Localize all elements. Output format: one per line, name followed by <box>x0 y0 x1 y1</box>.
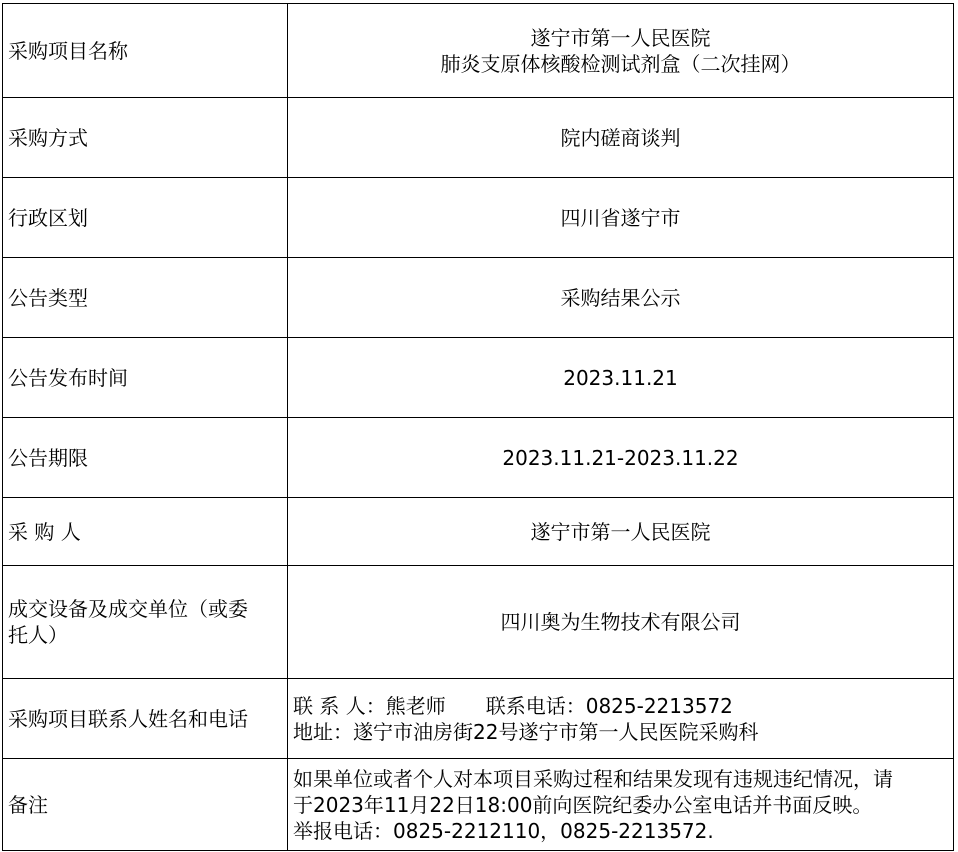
project-name-line1: 遂宁市第一人民医院 <box>530 25 711 50</box>
table-row-method <box>3 98 954 178</box>
contact-value <box>288 679 954 759</box>
winner-label <box>3 566 288 679</box>
contact-address: 地址：遂宁市油房街22号遂宁市第一人民医院采购科 <box>293 719 759 744</box>
project-name-line2: 肺炎支原体核酸检测试剂盒（二次挂网） <box>440 51 801 76</box>
remarks-label: 备注 <box>3 759 288 851</box>
winner-label-line2: 托人） <box>8 623 68 647</box>
remarks-line1: 如果单位或者个人对本项目采购过程和结果发现有违规违纪情况，请 <box>293 766 893 791</box>
table-row-remarks <box>3 759 954 851</box>
project-name-value <box>288 4 954 98</box>
notice-type-label: 公告类型 <box>3 258 288 338</box>
remarks-line2: 于2023年11月22日18:00前向医院纪委办公室电话并书面反映。 <box>293 792 873 817</box>
region-value: 四川省遂宁市 <box>288 178 954 258</box>
publish-time-value: 2023.11.21 <box>288 338 954 418</box>
contact-label: 采购项目联系人姓名和电话 <box>3 679 288 759</box>
period-value: 2023.11.21-2023.11.22 <box>288 418 954 498</box>
winner-value: 四川奥为生物技术有限公司 <box>288 566 954 679</box>
remarks-line3: 举报电话：0825-2212110，0825-2213572. <box>293 818 714 843</box>
purchaser-value: 遂宁市第一人民医院 <box>288 498 954 566</box>
remarks-value <box>288 759 954 851</box>
method-value: 院内磋商谈判 <box>288 98 954 178</box>
table-row-publish-time <box>3 338 954 418</box>
contact-line1 <box>293 693 947 719</box>
method-label: 采购方式 <box>3 98 288 178</box>
contact-phone: 联系电话：0825-2213572 <box>485 693 733 718</box>
table-row-notice-type <box>3 258 954 338</box>
table-row-winner <box>3 566 954 679</box>
period-label: 公告期限 <box>3 418 288 498</box>
contact-person: 联 系 人：熊老师 <box>293 693 446 718</box>
project-name-label: 采购项目名称 <box>3 4 288 98</box>
table-row-project-name <box>3 4 954 98</box>
table-row-period <box>3 418 954 498</box>
procurement-result-table <box>2 3 954 851</box>
publish-time-label: 公告发布时间 <box>3 338 288 418</box>
table-row-purchaser <box>3 498 954 566</box>
region-label: 行政区划 <box>3 178 288 258</box>
table-row-region <box>3 178 954 258</box>
notice-type-value: 采购结果公示 <box>288 258 954 338</box>
table-row-contact <box>3 679 954 759</box>
winner-label-line1: 成交设备及成交单位（或委 <box>8 597 248 621</box>
purchaser-label: 采 购 人 <box>3 498 288 566</box>
